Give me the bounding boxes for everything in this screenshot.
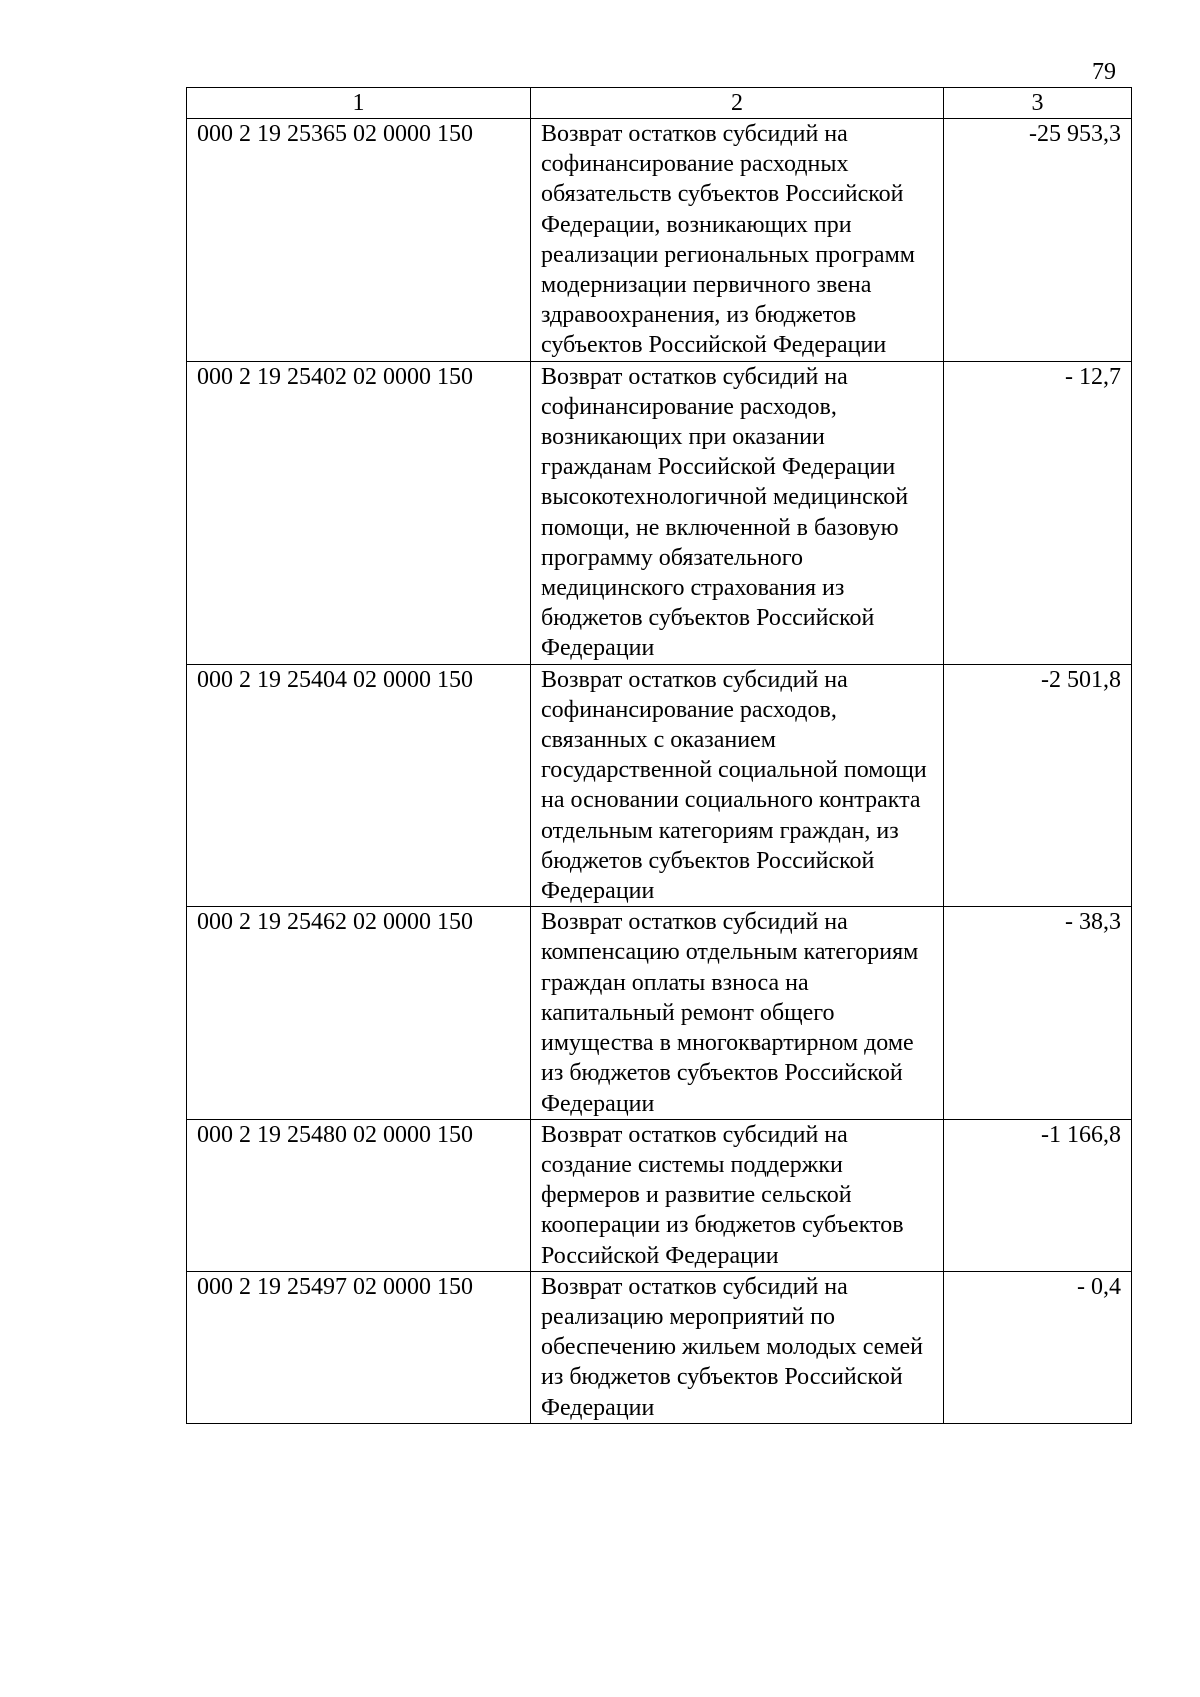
table-row [187,119,1132,362]
row-amount: -1 166,8 [944,1119,1132,1271]
column-header-amount: 3 [944,88,1132,119]
row-code: 000 2 19 25365 02 0000 150 [187,119,531,362]
row-amount: - 12,7 [944,361,1132,664]
page-number: 79 [1092,59,1116,85]
table-row [187,1271,1132,1423]
table-row [187,664,1132,907]
row-amount: -2 501,8 [944,664,1132,907]
column-header-description: 2 [531,88,944,119]
table-row [187,361,1132,664]
row-code: 000 2 19 25402 02 0000 150 [187,361,531,664]
row-code: 000 2 19 25497 02 0000 150 [187,1271,531,1423]
row-amount: - 38,3 [944,907,1132,1119]
table-header-row [187,88,1132,119]
table-row [187,1119,1132,1271]
budget-table [186,87,1132,1424]
table-row [187,907,1132,1119]
row-description: Возврат остатков субсидий на компенсацию отдельным категориям граждан оплаты взноса на капитальный ремонт общего имущества в многоквартирном доме из бюджетов субъектов Российской Федерации [531,907,944,1119]
row-code: 000 2 19 25480 02 0000 150 [187,1119,531,1271]
row-code: 000 2 19 25404 02 0000 150 [187,664,531,907]
row-description: Возврат остатков субсидий на софинансирование расходов, возникающих при оказании гражданам Российской Федерации высокотехнологичной медицинской помощи, не включенной в базовую программу обязательного медицинского страхования из бюджетов субъектов Российской Федерации [531,361,944,664]
row-description: Возврат остатков субсидий на софинансирование расходов, связанных с оказанием государственной социальной помощи на основании социального контракта отдельным категориям граждан, из бюджетов субъектов Российской Федерации [531,664,944,907]
row-description: Возврат остатков субсидий на софинансирование расходных обязательств субъектов Российской Федерации, возникающих при реализации региональных программ модернизации первичного звена здравоохранения, из бюджетов субъектов Российской Федерации [531,119,944,362]
row-description: Возврат остатков субсидий на создание системы поддержки фермеров и развитие сельской кооперации из бюджетов субъектов Российской Федерации [531,1119,944,1271]
row-description: Возврат остатков субсидий на реализацию мероприятий по обеспечению жильем молодых семей из бюджетов субъектов Российской Федерации [531,1271,944,1423]
column-header-code: 1 [187,88,531,119]
row-amount: -25 953,3 [944,119,1132,362]
row-code: 000 2 19 25462 02 0000 150 [187,907,531,1119]
row-amount: - 0,4 [944,1271,1132,1423]
